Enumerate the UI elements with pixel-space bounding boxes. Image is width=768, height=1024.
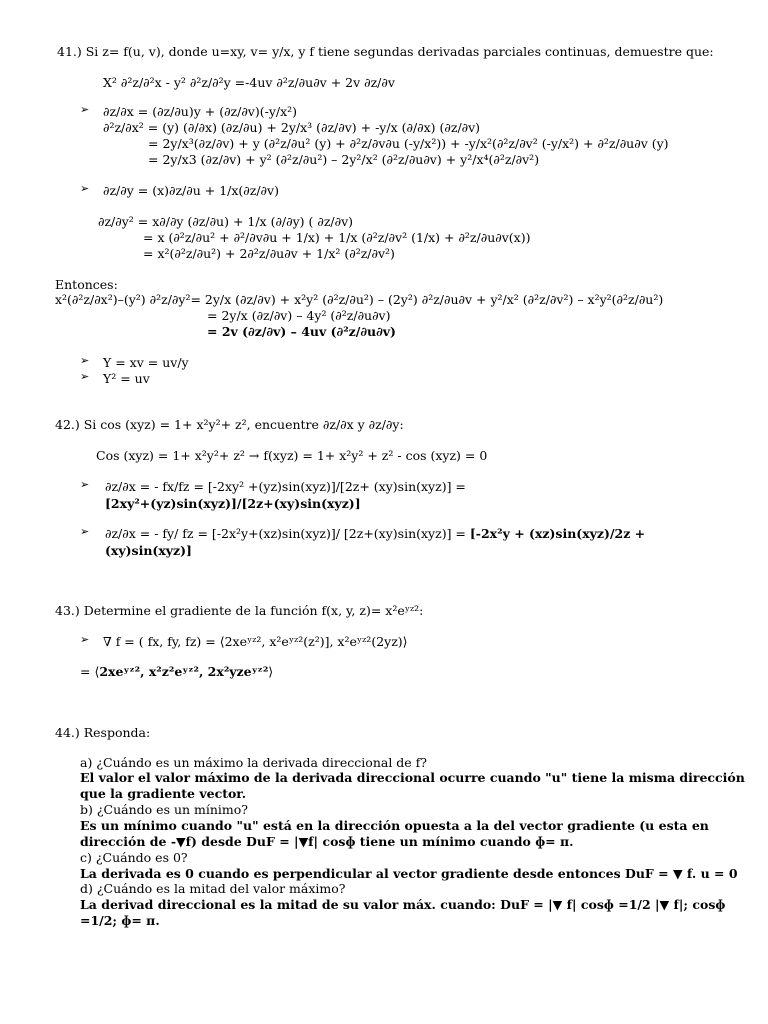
dzdx-line-4: = 2y/x3 (∂z/∂v) + y² (∂²z/∂u²) – 2y²/x² (∂²z/∂u∂v) + y²/x⁴(∂²z/∂v²) (148, 152, 540, 167)
bullet-icon: ➢ (80, 478, 90, 491)
bullet-icon: ➢ (80, 354, 90, 367)
gradient-result (80, 664, 273, 679)
dzdx-line-2: ∂²z/∂x² = (y) (∂/∂x) (∂z/∂u) + 2y/x³ (∂z/∂v) + -y/x (∂/∂x) (∂z/∂v) (103, 120, 481, 135)
question-d: d) ¿Cuándo es la mitad del valor máximo? (80, 881, 346, 896)
dzdy-answer-plain: ∂z/∂x = - fy/ fz = [-2x²y+(xz)sin(xyz)]/ [2z+(xy)sin(xyz)] = (105, 526, 470, 541)
result-line-2: = 2y/x (∂z/∂v) – 4y² (∂²z/∂u∂v) (207, 308, 391, 323)
dzdx-answer-line-1: ∂z/∂x = - fx/fz = [-2xy² +(yz)sin(xyz)]/[2z+ (xy)sin(xyz)] = (105, 479, 466, 494)
note-line-1: Y = xv = uv/y (103, 355, 189, 370)
bullet-icon: ➢ (80, 525, 90, 538)
dzdy-line-3: = x (∂²z/∂u² + ∂²/∂v∂u + 1/x) + 1/x (∂²z/∂v² (1/x) + ∂²z/∂u∂v(x)) (143, 230, 531, 245)
dzdy-line-1: ∂z/∂y = (x)∂z/∂u + 1/x(∂z/∂v) (103, 183, 279, 198)
dzdy-line-4: = x²(∂²z/∂u²) + 2∂²z/∂u∂v + 1/x² (∂²z/∂v²) (143, 246, 395, 261)
result-line-1: x²(∂²z/∂x²)–(y²) ∂²z/∂y²= 2y/x (∂z/∂v) + x²y² (∂²z/∂u²) – (2y²) ∂²z/∂u∂v + y²/x² (∂²z/∂v²) – x²y²(∂²z/∂u²) (55, 292, 664, 307)
bullet-icon: ➢ (80, 103, 90, 116)
gradient-result-prefix: = ⟨ (80, 664, 100, 679)
problem-41-heading: 41.) Si z= f(u, v), donde u=xy, v= y/x, y f tiene segundas derivadas parciales continuas, demuestre que: (57, 44, 714, 59)
entonces-label: Entonces: (55, 277, 118, 292)
question-a: a) ¿Cuándo es un máximo la derivada direccional de f? (80, 755, 427, 770)
note-line-2: Y² = uv (103, 371, 150, 386)
bullet-icon: ➢ (80, 370, 90, 383)
problem-41-statement: X² ∂²z/∂²x - y² ∂²z/∂²y =-4uv ∂²z/∂u∂v + 2v ∂z/∂v (103, 75, 395, 90)
answer-b-line-1: Es un mínimo cuando "u" está en la dirección opuesta a la del vector gradiente (u esta en (80, 818, 709, 833)
bullet-icon: ➢ (80, 182, 90, 195)
dzdx-line-3: = 2y/x³(∂z/∂v) + y (∂²z/∂u² (y) + ∂²z/∂v∂u (-y/x²)) + -y/x²(∂²z/∂v² (-y/x²) + ∂²z/∂u∂v (y) (148, 136, 669, 151)
problem-42-line-1: Cos (xyz) = 1+ x²y²+ z² → f(xyz) = 1+ x²y² + z² - cos (xyz) = 0 (96, 448, 488, 463)
question-c: c) ¿Cuándo es 0? (80, 850, 188, 865)
dzdy-answer-line-2: (xy)sin(xyz)] (105, 543, 192, 558)
question-b: b) ¿Cuándo es un mínimo? (80, 802, 249, 817)
dzdy-answer-bold: [-2x²y + (xz)sin(xyz)/2z + (469, 526, 646, 541)
dzdx-answer-line-2: [2xy²+(yz)sin(xyz)]/[2z+(xy)sin(xyz)] (105, 496, 361, 511)
gradient-result-suffix: ⟩ (268, 664, 274, 679)
gradient-result-components: 2xeʸᶻ², x²z²eʸᶻ², 2x²yzeʸᶻ² (99, 664, 269, 679)
dzdx-line-1: ∂z/∂x = (∂z/∂u)y + (∂z/∂v)(-y/x²) (103, 104, 298, 119)
bullet-icon: ➢ (80, 633, 90, 646)
answer-a-line-1: El valor el valor máximo de la derivada direccional ocurre cuando "u" tiene la misma dirección (80, 770, 745, 785)
dzdy-answer-line-1 (105, 526, 645, 541)
problem-43-heading: 43.) Determine el gradiente de la función f(x, y, z)= x²eʸᶻ²: (55, 603, 424, 618)
result-line-3: = 2v (∂z/∂v) – 4uv (∂²z/∂u∂v) (207, 324, 396, 339)
answer-d-line-1: La derivad direccional es la mitad de su valor máx. cuando: DuF = |▼ f| cosɸ =1/2 |▼ f|; cosɸ (80, 897, 726, 912)
answer-d-line-2: =1/2; ɸ= π. (80, 913, 160, 928)
answer-a-line-2: que la gradiente vector. (80, 786, 247, 801)
problem-44-heading: 44.) Responda: (55, 725, 151, 740)
dzdy-line-2: ∂z/∂y² = x∂/∂y (∂z/∂u) + 1/x (∂/∂y) ( ∂z/∂v) (98, 214, 354, 229)
problem-42-heading: 42.) Si cos (xyz) = 1+ x²y²+ z², encuentre ∂z/∂x y ∂z/∂y: (55, 417, 404, 432)
answer-b-line-2: dirección de -▼f) desde DuF = |▼f| cosɸ tiene un mínimo cuando ɸ= π. (80, 834, 574, 849)
answer-c-line-1: La derivada es 0 cuando es perpendicular al vector gradiente desde entonces DuF = ▼ f. u = 0 (80, 866, 738, 881)
gradient-line: ∇ f = ( fx, fy, fz) = ⟨2xeʸᶻ², x²eʸᶻ²(z²)], x²eʸᶻ²(2yz)⟩ (103, 634, 408, 649)
